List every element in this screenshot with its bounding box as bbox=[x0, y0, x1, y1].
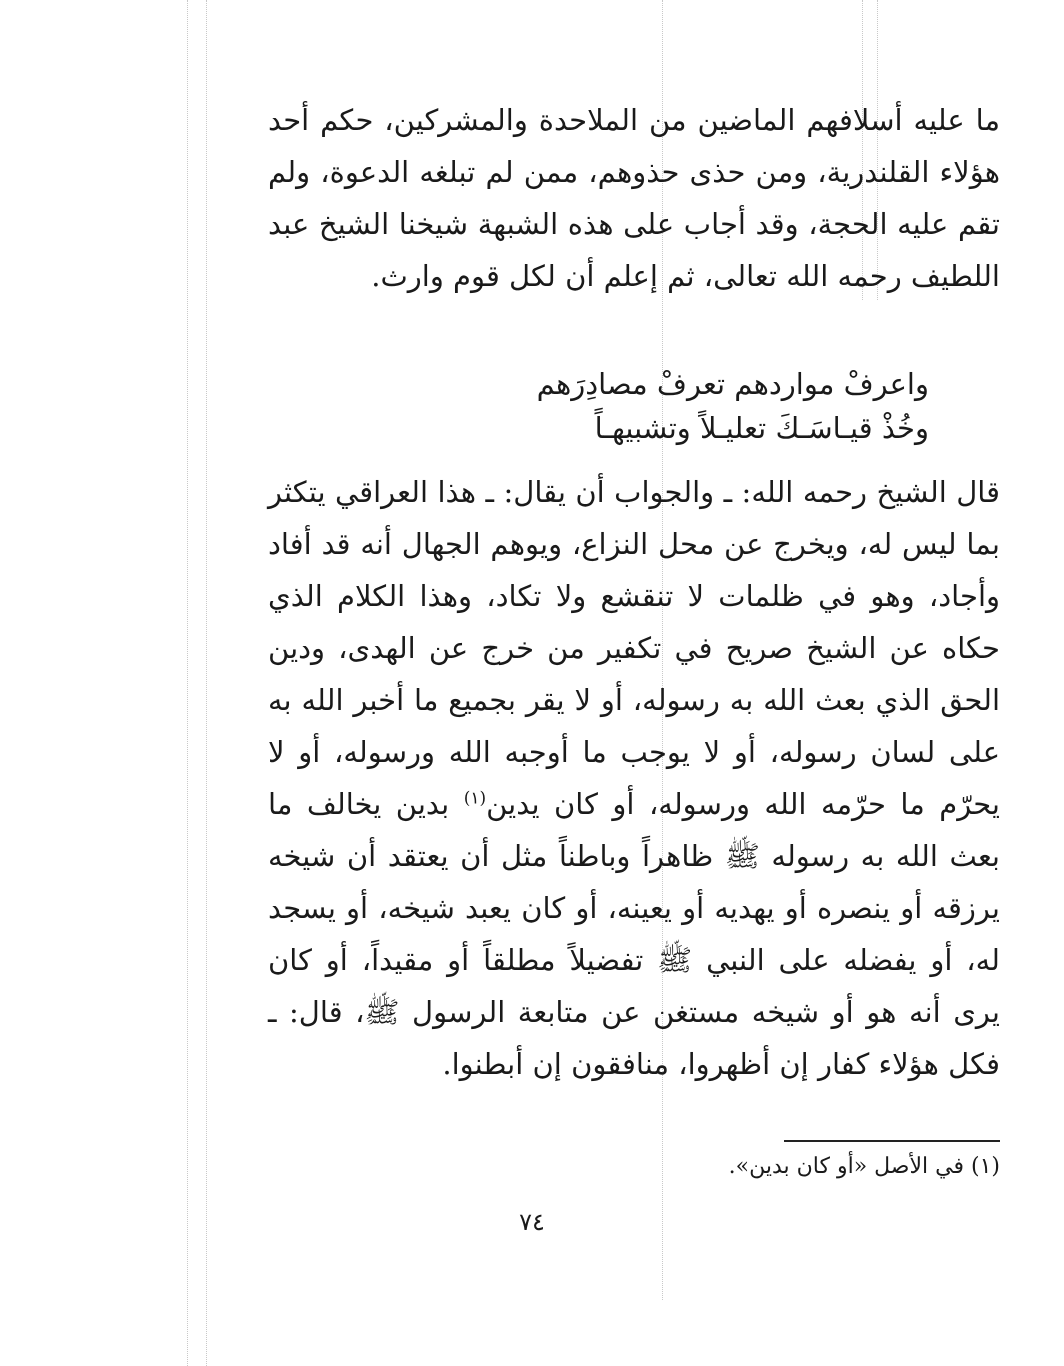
footnote-divider bbox=[784, 1140, 1000, 1142]
paragraph-1 bbox=[268, 94, 1000, 302]
paragraph-2-text bbox=[268, 466, 1000, 1090]
paragraph-2-part-1: قال الشيخ رحمه الله: ـ والجواب أن يقال: ـ هذا العراقي يتكثر بما ليس له، ويخرج عن محل النزاع، ويوهم الجهال أنه قد أفاد وأجاد، وهو في ظلمات لا تنقشع ولا تكاد، وهذا الكلام الذي حكاه عن الشيخ صريح في تكفير من خرج عن الهدى، ودين الحق الذي بعث الله به رسوله، أو لا يقر بجميع ما أخبر الله به على لسان رسوله، أو لا يوجب ما أوجبه الله ورسوله، أو لا يحرّم ما حرّمه الله ورسوله، أو كان يدين bbox=[268, 475, 1000, 821]
page-number: ٧٤ bbox=[519, 1208, 545, 1236]
verse-line-1: واعرفْ مواردهم تعرفْ مصادِرَهم bbox=[536, 367, 929, 401]
footnote-reference: (١) bbox=[463, 788, 487, 809]
paragraph-2 bbox=[268, 466, 1000, 1090]
footnote-text: (١) في الأصل «أو كان بدين». bbox=[728, 1154, 1000, 1179]
verse-line-2: وخُذْ قيـاسَـكَ تعليـلاً وتشبيهـاً bbox=[594, 411, 929, 445]
paragraph-2-part-2: بدين يخالف ما بعث الله به رسوله ﷺ ظاهراً وباطناً مثل أن يعتقد أن شيخه يرزقه أو ينصره أو يهديه أو يعينه، أو كان يعبد شيخه، أو يسجد له، أو يفضله على النبي ﷺ تفضيلاً مطلقاً أو مقيداً، أو كان يرى أنه هو أو شيخه مستغن عن متابعة الرسول ﷺ، قال: ـ فكل هؤلاء كفار إن أظهروا، منافقون إن أبطنوا. bbox=[268, 787, 1000, 1081]
scan-artifact-line bbox=[187, 0, 188, 1366]
scan-artifact-line bbox=[206, 0, 207, 1366]
poetry-verse bbox=[309, 362, 929, 450]
paragraph-1-text: ما عليه أسلافهم الماضين من الملاحدة والمشركين، حكم أحد هؤلاء القلندرية، ومن حذى حذوهم، ممن لم تبلغه الدعوة، ولم تقم عليه الحجة، وقد أجاب على هذه الشبهة شيخنا الشيخ عبد اللطيف رحمه الله تعالى، ثم إعلم أن لكل قوم وارث. bbox=[268, 103, 1000, 293]
